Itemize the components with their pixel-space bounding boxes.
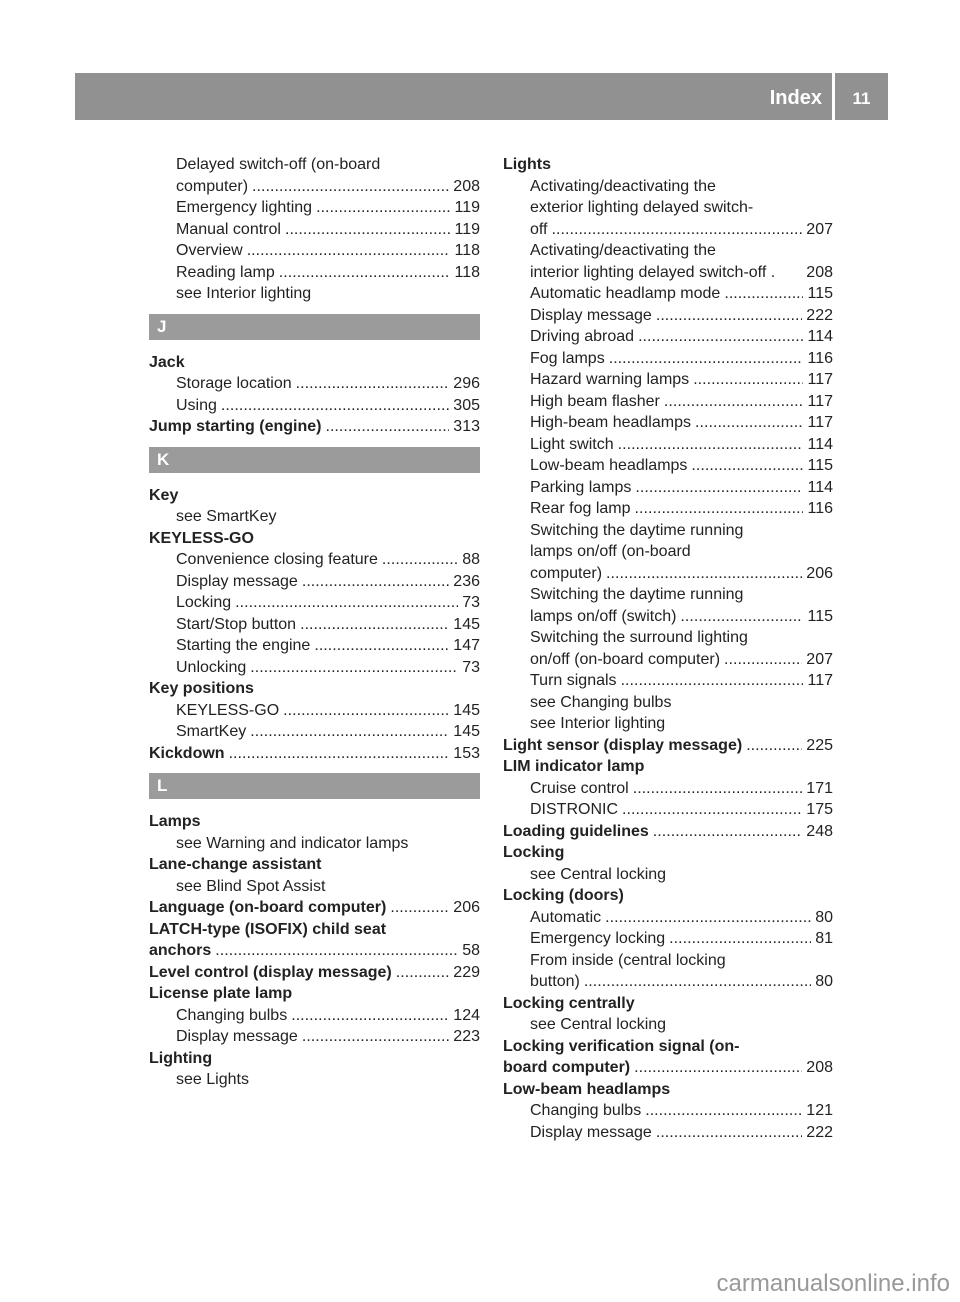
index-subentry — [503, 412, 833, 434]
entry-text: High-beam headlamps — [530, 414, 691, 431]
dot-leader — [552, 219, 803, 241]
entry-page: 145 — [453, 701, 480, 719]
entry-page: 222 — [806, 306, 833, 324]
index-subentry — [149, 721, 480, 743]
entry-page: 175 — [806, 801, 833, 818]
dot-leader — [302, 571, 449, 593]
dot-leader — [746, 735, 802, 757]
dot-leader — [390, 897, 449, 919]
entry-page: 206 — [453, 899, 480, 916]
index-subentry — [503, 928, 833, 950]
entry-text: Switching the daytime running — [530, 521, 744, 539]
entry-text: Locking centrally — [503, 994, 635, 1012]
index-entry — [503, 1057, 833, 1079]
entry-text: Unlocking — [176, 658, 247, 676]
entry-text: see Lights — [176, 1071, 249, 1088]
index-entry — [503, 821, 833, 843]
dot-leader — [296, 373, 450, 395]
index-subentry — [149, 283, 480, 305]
index-entry — [149, 919, 480, 941]
index-subentry — [149, 571, 480, 593]
entry-text: Switching the daytime running — [530, 586, 744, 603]
entry-text: Lights — [503, 156, 551, 173]
entry-text: Language (on-board computer) — [149, 899, 387, 916]
dot-leader — [229, 743, 450, 765]
entry-page: 229 — [453, 963, 480, 981]
entry-page: 207 — [806, 220, 833, 238]
entry-page: 208 — [806, 263, 833, 281]
dot-leader — [680, 606, 803, 628]
index-entry — [149, 897, 480, 919]
entry-text: on/off (on-board computer) — [530, 650, 721, 668]
entry-page: 80 — [815, 973, 833, 990]
entry-page: 58 — [462, 942, 480, 959]
entry-page: 118 — [454, 263, 480, 281]
entry-text: Display message — [530, 306, 652, 324]
entry-text: Changing bulbs — [530, 1102, 642, 1119]
entry-page: 73 — [462, 658, 480, 676]
entry-text: Jump starting (engine) — [149, 418, 322, 435]
dot-leader — [656, 1122, 802, 1144]
index-subentry — [503, 434, 833, 456]
entry-page: 296 — [453, 375, 480, 392]
index-subentry — [149, 240, 480, 262]
index-subentry — [149, 635, 480, 657]
dot-leader — [285, 219, 451, 241]
entry-text: Lamps — [149, 813, 201, 830]
dot-leader — [635, 498, 804, 520]
entry-page: 124 — [453, 1006, 480, 1024]
entry-text: Reading lamp — [176, 263, 275, 281]
dot-leader — [633, 778, 803, 800]
index-subentry — [503, 670, 833, 692]
index-entry — [503, 993, 833, 1015]
index-entry — [149, 962, 480, 984]
entry-text: button) — [530, 973, 580, 990]
dot-leader — [221, 395, 449, 417]
entry-text: Locking (doors) — [503, 887, 624, 904]
entry-text: High beam flasher — [530, 392, 660, 410]
entry-page: 117 — [807, 672, 833, 689]
entry-text: Level control (display message) — [149, 963, 392, 981]
index-subentry — [503, 563, 833, 585]
entry-text: Lane-change assistant — [149, 856, 322, 873]
entry-page: 119 — [454, 199, 480, 216]
index-entry — [503, 842, 833, 864]
dot-leader — [247, 240, 451, 262]
entry-text: see Central locking — [530, 865, 667, 883]
index-subentry — [149, 1026, 480, 1048]
index-entry — [149, 940, 480, 962]
entry-text: exterior lighting delayed switch- — [530, 199, 754, 216]
entry-text: Activating/deactivating the — [530, 242, 716, 259]
index-entry — [149, 811, 480, 833]
entry-text: License plate lamp — [149, 985, 293, 1002]
entry-text: Kickdown — [149, 744, 225, 762]
entry-page: 313 — [453, 418, 480, 435]
index-subentry — [503, 391, 833, 413]
index-entry — [503, 1036, 833, 1058]
dot-leader — [645, 1100, 802, 1122]
entry-page: 116 — [807, 500, 833, 517]
entry-text: Start/Stop button — [176, 615, 297, 633]
index-entry — [149, 416, 480, 438]
index-entry — [149, 743, 480, 765]
index-subentry — [503, 1014, 833, 1036]
entry-text: Jack — [149, 353, 185, 371]
entry-text: off — [530, 220, 548, 238]
entry-text: From inside (central locking — [530, 951, 726, 969]
entry-text: see Changing bulbs — [530, 693, 672, 711]
entry-text: Emergency lighting — [176, 199, 313, 216]
index-subentry — [503, 692, 833, 714]
entry-text: Automatic — [530, 908, 602, 926]
header-bar — [75, 73, 888, 120]
entry-text: Locking — [176, 594, 232, 611]
entry-page: 81 — [815, 930, 833, 947]
index-subentry — [503, 778, 833, 800]
entry-text: Automatic headlamp mode — [530, 285, 721, 302]
entry-page: 118 — [454, 242, 480, 259]
entry-text: Low-beam headlamps — [503, 1080, 671, 1098]
entry-text: lamps on/off (switch) — [530, 607, 677, 625]
dot-leader — [382, 549, 458, 571]
dot-leader — [252, 176, 449, 198]
entry-text: Rear fog lamp — [530, 500, 631, 517]
dot-leader — [664, 391, 804, 413]
index-subentry — [503, 455, 833, 477]
index-column-right — [503, 154, 833, 1143]
entry-page: 223 — [453, 1028, 480, 1045]
index-subentry — [149, 373, 480, 395]
index-subentry — [503, 305, 833, 327]
entry-page: 117 — [807, 392, 833, 410]
entry-text: anchors — [149, 942, 212, 959]
dot-leader — [250, 657, 458, 679]
index-subentry — [503, 864, 833, 886]
dot-leader — [302, 1026, 449, 1048]
entry-page: 248 — [806, 822, 833, 840]
entry-page: 115 — [807, 285, 833, 302]
index-entry — [503, 885, 833, 907]
entry-text: Key — [149, 486, 179, 504]
entry-page: 147 — [453, 637, 480, 654]
dot-leader — [584, 971, 811, 993]
dot-leader — [622, 799, 802, 821]
dot-leader — [695, 412, 804, 434]
entry-text: board computer) — [503, 1059, 631, 1076]
index-subentry — [503, 907, 833, 929]
index-subentry — [149, 876, 480, 898]
dot-leader — [618, 434, 804, 456]
index-entry — [149, 485, 480, 507]
index-subentry — [503, 584, 833, 606]
dot-leader — [609, 348, 804, 370]
entry-text: Cruise control — [530, 779, 629, 797]
index-entry — [149, 854, 480, 876]
entry-text: Loading guidelines — [503, 822, 649, 840]
index-subentry — [149, 506, 480, 528]
entry-page: 114 — [807, 435, 833, 453]
entry-page: 116 — [807, 349, 833, 367]
index-subentry — [503, 541, 833, 563]
entry-page: 207 — [806, 650, 833, 668]
watermark: carmanualsonline.info — [716, 1270, 950, 1297]
entry-text: LIM indicator lamp — [503, 758, 645, 775]
entry-text: Activating/deactivating the — [530, 177, 716, 195]
page-number: 11 — [852, 89, 871, 108]
entry-page: 236 — [453, 572, 480, 590]
entry-page: 114 — [807, 478, 833, 496]
entry-page: 222 — [806, 1123, 833, 1141]
entry-text: Convenience closing feature — [176, 551, 378, 568]
index-subentry — [149, 219, 480, 241]
dot-leader — [235, 592, 458, 614]
entry-text: DISTRONIC — [530, 801, 618, 818]
dot-leader — [724, 649, 802, 671]
index-entry — [149, 528, 480, 550]
dot-leader — [693, 369, 803, 391]
index-subentry — [503, 606, 833, 628]
index-column-left — [149, 154, 480, 1091]
entry-page: 115 — [807, 457, 833, 474]
dot-leader — [396, 962, 450, 984]
index-subentry — [503, 326, 833, 348]
index-subentry — [503, 283, 833, 305]
entry-text: see Warning and indicator lamps — [176, 834, 409, 852]
entry-text: Locking verification signal (on- — [503, 1037, 740, 1055]
entry-text: LATCH-type (ISOFIX) child seat — [149, 920, 387, 938]
entry-text: Using — [176, 396, 217, 414]
entry-page: 225 — [806, 736, 833, 754]
entry-text: Turn signals — [530, 672, 617, 689]
entry-page: 208 — [806, 1059, 833, 1076]
entry-text: Light switch — [530, 435, 614, 453]
entry-page: 73 — [462, 594, 480, 611]
entry-text: Light sensor (display message) — [503, 736, 743, 754]
entry-text: Driving abroad — [530, 328, 635, 345]
dot-leader — [279, 262, 451, 284]
index-entry — [149, 983, 480, 1005]
dot-leader — [691, 455, 803, 477]
entry-text: Display message — [176, 1028, 298, 1045]
entry-text: SmartKey — [176, 723, 247, 740]
entry-text: see Interior lighting — [176, 285, 312, 302]
entry-page: 145 — [453, 723, 480, 740]
index-subentry — [149, 657, 480, 679]
dot-leader — [215, 940, 458, 962]
index-subentry — [503, 799, 833, 821]
dot-leader — [656, 305, 802, 327]
index-subentry — [149, 1069, 480, 1091]
entry-page: 115 — [807, 607, 833, 625]
entry-text: KEYLESS-GO — [149, 529, 254, 547]
entry-text: see Central locking — [530, 1016, 667, 1033]
dot-leader — [638, 326, 803, 348]
index-entry — [503, 154, 833, 176]
entry-page: 208 — [453, 177, 480, 195]
entry-text: see SmartKey — [176, 508, 277, 525]
index-subentry — [503, 950, 833, 972]
entry-text: see Interior lighting — [530, 715, 666, 732]
index-subentry — [503, 197, 833, 219]
letter-section-header: K — [149, 447, 480, 473]
index-entry — [149, 1048, 480, 1070]
entry-text: Overview — [176, 242, 243, 259]
entry-page: 171 — [806, 779, 833, 797]
dot-leader — [669, 928, 811, 950]
dot-leader — [606, 563, 802, 585]
entry-text: Locking — [503, 844, 565, 861]
dot-leader — [605, 907, 811, 929]
index-subentry — [149, 197, 480, 219]
entry-text: computer) — [530, 564, 603, 582]
index-subentry — [503, 369, 833, 391]
index-entry — [149, 678, 480, 700]
entry-text: Manual control — [176, 220, 281, 238]
entry-text: computer) — [176, 177, 249, 195]
entry-text: Hazard warning lamps — [530, 371, 690, 388]
entry-text: Key positions — [149, 680, 254, 697]
entry-text: KEYLESS-GO — [176, 701, 280, 719]
entry-page: 145 — [453, 615, 480, 633]
dot-leader — [724, 283, 803, 305]
index-entry — [503, 735, 833, 757]
entry-page: 114 — [807, 328, 833, 345]
index-subentry — [503, 1122, 833, 1144]
entry-text: Lighting — [149, 1049, 213, 1067]
entry-text: Low-beam headlamps — [530, 457, 688, 474]
entry-text: lamps on/off (on-board — [530, 543, 691, 560]
entry-page: 88 — [462, 551, 480, 568]
index-subentry — [503, 262, 833, 284]
dot-leader — [634, 1057, 802, 1079]
dot-leader — [775, 262, 806, 284]
index-subentry — [149, 700, 480, 722]
index-entry — [503, 756, 833, 778]
dot-leader — [300, 614, 449, 636]
dot-leader — [283, 700, 449, 722]
index-subentry — [149, 549, 480, 571]
dot-leader — [621, 670, 804, 692]
dot-leader — [291, 1005, 449, 1027]
entry-page: 121 — [806, 1102, 833, 1119]
entry-page: 117 — [807, 414, 833, 431]
entry-text: Emergency locking — [530, 930, 666, 947]
index-subentry — [149, 262, 480, 284]
index-subentry — [503, 649, 833, 671]
index-subentry — [149, 154, 480, 176]
index-subentry — [503, 477, 833, 499]
index-subentry — [503, 520, 833, 542]
section-title: Index — [769, 87, 822, 109]
index-subentry — [149, 176, 480, 198]
entry-text: Fog lamps — [530, 349, 605, 367]
index-entry — [149, 352, 480, 374]
entry-page: 206 — [806, 564, 833, 582]
dot-leader — [250, 721, 449, 743]
entry-text: Display message — [176, 572, 298, 590]
index-subentry — [503, 498, 833, 520]
entry-text: Display message — [530, 1123, 652, 1141]
index-subentry — [149, 833, 480, 855]
entry-page: 80 — [815, 908, 833, 926]
index-subentry — [149, 395, 480, 417]
index-subentry — [503, 240, 833, 262]
index-subentry — [149, 592, 480, 614]
entry-text: Switching the surround lighting — [530, 629, 748, 646]
letter-section-header: L — [149, 773, 480, 799]
index-subentry — [149, 614, 480, 636]
entry-page: 119 — [454, 220, 480, 238]
dot-leader — [635, 477, 803, 499]
entry-page: 305 — [453, 396, 480, 414]
index-subentry — [503, 971, 833, 993]
entry-text: Storage location — [176, 375, 292, 392]
dot-leader — [653, 821, 803, 843]
index-subentry — [503, 176, 833, 198]
dot-leader — [325, 416, 449, 438]
index-subentry — [503, 348, 833, 370]
index-subentry — [149, 1005, 480, 1027]
entry-page: 153 — [453, 744, 480, 762]
entry-text: Changing bulbs — [176, 1006, 288, 1024]
letter-section-header: J — [149, 314, 480, 340]
entry-text: Parking lamps — [530, 478, 632, 496]
entry-text: Delayed switch-off (on-board — [176, 156, 381, 173]
dot-leader — [314, 635, 449, 657]
index-subentry — [503, 627, 833, 649]
index-entry — [503, 1079, 833, 1101]
entry-text: see Blind Spot Assist — [176, 877, 326, 895]
index-subentry — [503, 1100, 833, 1122]
index-subentry — [503, 713, 833, 735]
entry-page: 117 — [807, 371, 833, 388]
dot-leader — [316, 197, 450, 219]
entry-text: Starting the engine — [176, 637, 311, 654]
index-subentry — [503, 219, 833, 241]
entry-text: interior lighting delayed switch-off . — [530, 263, 776, 281]
